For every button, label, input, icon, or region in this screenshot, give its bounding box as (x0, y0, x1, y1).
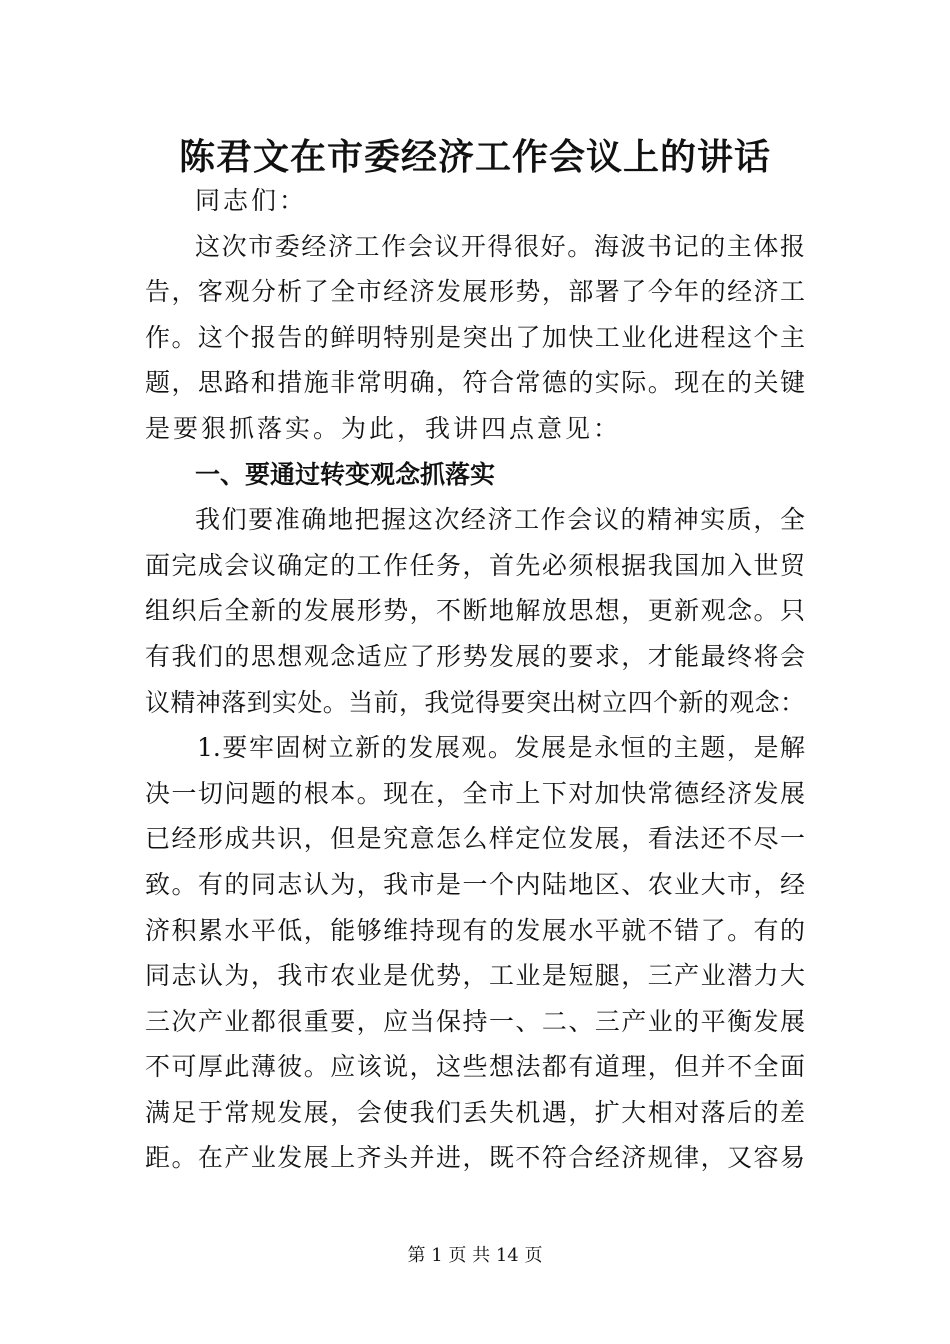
paragraph-line: 这次市委经济工作会议开得很好。海波书记的主体报 (195, 231, 805, 261)
paragraph-line: 是要狠抓落实。为此，我讲四点意见： (145, 413, 622, 443)
paragraph-line: 致。有的同志认为，我市是一个内陆地区、农业大市，经 (145, 869, 805, 899)
paragraph-line: 有我们的思想观念适应了形势发展的要求，才能最终将会 (145, 641, 805, 671)
paragraph-line: 作。这个报告的鲜明特别是突出了加快工业化进程这个主 (145, 322, 805, 352)
paragraph-line: 告，客观分析了全市经济发展形势，部署了今年的经济工 (145, 277, 805, 307)
paragraph-line: 三次产业都很重要，应当保持一、二、三产业的平衡发展 (145, 1006, 805, 1036)
paragraph-line: 满足于常规发展，会使我们丢失机遇，扩大相对落后的差 (145, 1097, 805, 1127)
paragraph-line: 同志认为，我市农业是优势，工业是短腿，三产业潜力大 (145, 961, 805, 991)
salutation: 同志们： (195, 186, 308, 215)
paragraph-line: 题，思路和措施非常明确，符合常德的实际。现在的关键 (145, 368, 805, 398)
document-title: 陈君文在市委经济工作会议上的讲话 (178, 137, 771, 178)
paragraph-line: 1.要牢固树立新的发展观。发展是永恒的主题，是解 (197, 733, 805, 763)
paragraph-line: 决一切问题的根本。现在，全市上下对加快常德经济发展 (145, 778, 805, 808)
paragraph-line: 组织后全新的发展形势，不断地解放思想，更新观念。只 (145, 596, 805, 626)
paragraph-line: 济积累水平低，能够维持现有的发展水平就不错了。有的 (145, 915, 805, 945)
section-heading: 一、要通过转变观念抓落实 (195, 459, 496, 489)
paragraph-line: 已经形成共识，但是究意怎么样定位发展，看法还不尽一 (145, 824, 805, 854)
paragraph-line: 我们要准确地把握这次经济工作会议的精神实质，全 (195, 505, 805, 535)
page-number: 第 1 页 共 14 页 (407, 1245, 543, 1266)
paragraph-line: 距。在产业发展上齐头并进，既不符合经济规律，又容易 (145, 1143, 805, 1173)
document-body (145, 178, 805, 1181)
paragraph-line: 不可厚此薄彼。应该说，这些想法都有道理，但并不全面 (145, 1052, 805, 1082)
paragraph-line: 议精神落到实处。当前，我觉得要突出树立四个新的观念： (145, 687, 805, 717)
paragraph-line: 面完成会议确定的工作任务，首先必须根据我国加入世贸 (145, 550, 805, 580)
